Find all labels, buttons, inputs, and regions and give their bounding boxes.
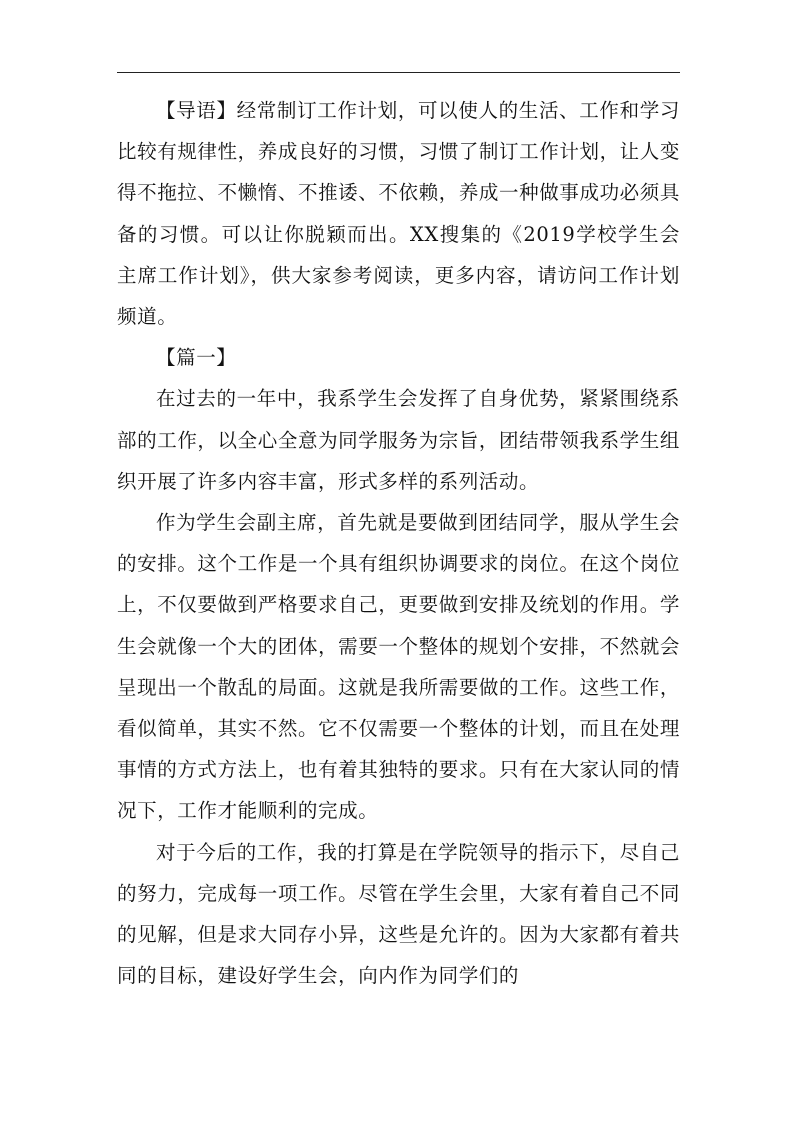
intro-paragraph: 【导语】经常制订工作计划，可以使人的生活、工作和学习比较有规律性，养成良好的习惯，习惯了制订工作计划，让人变得不拖拉、不懒惰、不推诿、不依赖，养成一种做事成功必须具备的习惯。可以让你脱颖而出。XX搜集的《2019学校学生会主席工作计划》，供大家参考阅读，更多内容，请访问工作计划频道。: [117, 99, 680, 329]
section-heading: 【篇一】: [156, 346, 237, 370]
body-paragraph-2: 作为学生会副主席，首先就是要做到团结同学，服从学生会的安排。这个工作是一个具有组织协调要求的岗位。在这个岗位上，不仅要做到严格要求自己，更要做到安排及统划的作用。学生会就像一个大的团体，需要一个整体的规划个安排，不然就会呈现出一个散乱的局面。这就是我所需要做的工作。这些工作，看似简单，其实不然。它不仅需要一个整体的计划，而且在处理事情的方式方法上，也有着其独特的要求。只有在大家认同的情况下，工作才能顺利的完成。: [117, 511, 680, 823]
header-rule: [117, 72, 680, 73]
body-paragraph-3: 对于今后的工作，我的打算是在学院领导的指示下，尽自己的努力，完成每一项工作。尽管在学生会里，大家有着自己不同的见解，但是求大同存小异，这些是允许的。因为大家都有着共同的目标，建设好学生会，向内作为同学们的: [117, 840, 680, 988]
document-body: [117, 90, 680, 996]
body-paragraph-1: 在过去的一年中，我系学生会发挥了自身优势，紧紧围绕系部的工作，以全心全意为同学服务为宗旨，团结带领我系学生组织开展了许多内容丰富，形式多样的系列活动。: [117, 387, 680, 493]
